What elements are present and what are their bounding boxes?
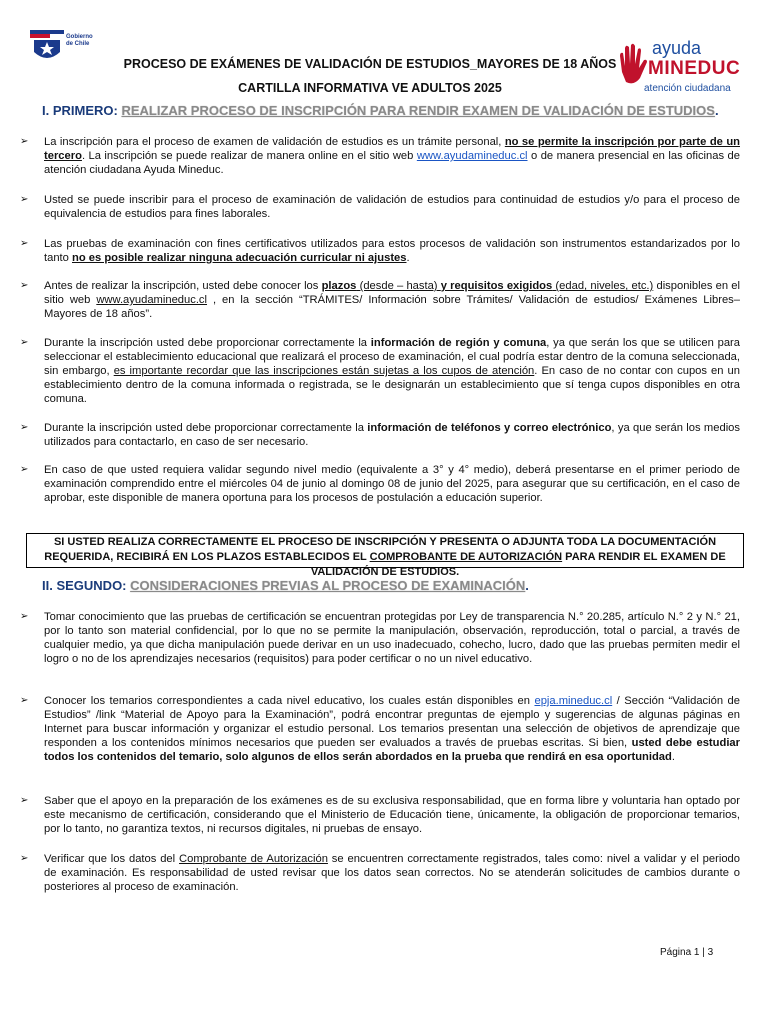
list-item: ➢ Tomar conocimiento que las pruebas de certificación se encuentran protegidas por Ley de transparencia N.° 20.285, artículo N.° 2 y N.° 21, por lo tanto son material confidencial, por lo que no se permite la manipulación, observación, reproducción, total o parcial, a través de cualquier medio, ya que dicha manipulación puede derivar en un uso inadecuado, cohecho, lucro, dado que las pruebas permiten medir el logro o no de los aprendizajes necesarios (requisitos) para poder certificar o no un nivel educativo.	[20, 611, 740, 665]
list-item: ➢ Las pruebas de examinación con fines certificativos utilizados para estos procesos de validación son instrumentos estandarizados por lo tanto no es posible realizar ninguna adecuación curricular ni ajustes.	[20, 238, 740, 264]
section-2-subtitle: CONSIDERACIONES PREVIAS AL PROCESO DE EXAMINACIÓN	[130, 578, 526, 593]
arrow-bullet-icon: ➢	[20, 422, 29, 433]
title-line-1: PROCESO DE EXÁMENES DE VALIDACIÓN DE ESTUDIOS_MAYORES DE 18 AÑOS	[123, 57, 617, 71]
gobierno-de-chile-logo	[30, 30, 100, 70]
arrow-bullet-icon: ➢	[20, 795, 29, 806]
arrow-bullet-icon: ➢	[20, 136, 29, 147]
list-item: ➢ Durante la inscripción usted debe proporcionar correctamente la información de región y comuna, ya que serán los que se utilicen para seleccionar el establecimiento educacional que realizará el proceso de examinación, el cual podría estar dentro de la comuna seleccionada, sin embargo, es importante recordar que las inscripciones están sujetas a los cupos de atención. En caso de no contar con cupos en un establecimiento dentro de la comuna informada o registrada, se le designarán un establecimiento que sí tenga cupos disponibles en otra comuna.	[20, 337, 740, 405]
arrow-bullet-icon: ➢	[20, 611, 29, 622]
list-item: ➢ Antes de realizar la inscripción, usted debe conocer los plazos (desde – hasta) y requisitos exigidos (edad, niveles, etc.) disponibles en el sitio web www.ayudamineduc.cl , en la sección “TRÁMITES/ Información sobre Trámites/ Validación de estudios/ Exámenes Libres–Mayores de 18 años”.	[20, 280, 740, 320]
document-title	[110, 52, 630, 100]
title-line-2: CARTILLA INFORMATIVA VE ADULTOS 2025	[238, 81, 502, 95]
list-item: ➢ En caso de que usted requiera validar segundo nivel medio (equivalente a 3° y 4° medio), deberá presentarse en el primer periodo de examinación comprendido entre el miércoles 04 de junio al domingo 08 de junio del 2025, para asegurar que su certificación, en el caso de aprobar, este disponible de manera oportuna para los procesos de postulación a educación superior.	[20, 464, 740, 504]
section-1-label: I. PRIMERO:	[42, 103, 118, 118]
logo-mineduc-text: MINEDUC	[648, 58, 741, 79]
chile-shield-icon	[30, 30, 64, 66]
ayudamineduc-link[interactable]: www.ayudamineduc.cl	[416, 150, 528, 162]
list-item: ➢ Conocer los temarios correspondientes a cada nivel educativo, los cuales están disponibles en epja.mineduc.cl / Sección “Validación de Estudios” /link “Material de Apoyo para la Examinación”, podrá encontrar preguntas de ejemplo y sugerencias de algunas páginas en Internet para buscar información y organizar el estudio personal. Los temarios presentan una selección de objetivos de aprendizaje que responden a los contenidos mínimos necesarios que pueden ser evaluados a través de pruebas escritas. Si bien, usted debe estudiar todos los contenidos del temario, solo algunos de ellos serán abordados en la prueba que rendirá en esa oportunidad.	[20, 695, 741, 763]
arrow-bullet-icon: ➢	[20, 853, 29, 864]
ayudamineduc-link[interactable]: www.ayudamineduc.cl	[96, 294, 208, 306]
arrow-bullet-icon: ➢	[20, 695, 29, 706]
list-item: ➢ La inscripción para el proceso de examen de validación de estudios es un trámite personal, no se permite la inscripción por parte de un tercero. La inscripción se puede realizar de manera online en el sitio web www.ayudamineduc.cl o de manera presencial en las oficinas de atención ciudadana Ayuda Mineduc.	[20, 136, 740, 176]
arrow-bullet-icon: ➢	[20, 194, 29, 205]
hand-icon	[616, 42, 650, 86]
section-2-heading: II. SEGUNDO: CONSIDERACIONES PREVIAS AL PROCESO DE EXAMINACIÓN.	[42, 578, 529, 593]
arrow-bullet-icon: ➢	[20, 464, 29, 475]
section-1-subtitle: REALIZAR PROCESO DE INSCRIPCIÓN PARA RENDIR EXAMEN DE VALIDACIÓN DE ESTUDIOS	[121, 103, 715, 118]
arrow-bullet-icon: ➢	[20, 238, 29, 249]
gob-logo-text: Gobierno de Chile	[66, 34, 93, 47]
logo-ayuda-text: ayuda	[652, 38, 702, 58]
epja-mineduc-link[interactable]: epja.mineduc.cl	[534, 695, 613, 707]
section-2-label: II. SEGUNDO:	[42, 578, 127, 593]
list-item: ➢ Verificar que los datos del Comprobante de Autorización se encuentren correctamente registrados, tales como: nivel a validar y el periodo de examinación. Es responsabilidad de usted revisar que los datos sean correctos. No se atenderán solicitudes de cambios durante o posteriores al proceso de examinación.	[20, 853, 740, 893]
page-number: Página 1 | 3	[660, 947, 714, 958]
ayuda-mineduc-logo	[614, 32, 741, 104]
list-item: ➢ Saber que el apoyo en la preparación de los exámenes es de su exclusiva responsabilidad, que en forma libre y voluntaria han optado por este mecanismo de certificación, considerando que el Ministerio de Educación tiene, únicamente, la obligación de proporcionar temarios, por lo tanto, no garantiza textos, ni recursos digitales, ni pruebas de ensayo.	[20, 795, 740, 835]
list-item: ➢ Durante la inscripción usted debe proporcionar correctamente la información de teléfonos y correo electrónico, ya que serán los medios utilizados para contactarlo, en caso de ser necesario.	[20, 422, 740, 448]
authorization-notice-box: SI USTED REALIZA CORRECTAMENTE EL PROCESO DE INSCRIPCIÓN Y PRESENTA O ADJUNTA TODA LA DOCUMENTACIÓN REQUERIDA, RECIBIRÁ EN LOS PLAZOS ESTABLECIDOS EL COMPROBANTE DE AUTORIZACIÓN PARA RENDIR EL EXAMEN DE VALIDACIÓN DE ESTUDIOS.	[26, 533, 744, 568]
logo-atencion-text: atención ciudadana	[644, 83, 731, 94]
section-1-heading: I. PRIMERO: REALIZAR PROCESO DE INSCRIPCIÓN PARA RENDIR EXAMEN DE VALIDACIÓN DE ESTUDIOS.	[42, 103, 719, 118]
arrow-bullet-icon: ➢	[20, 337, 29, 348]
arrow-bullet-icon: ➢	[20, 280, 29, 291]
list-item: ➢ Usted se puede inscribir para el proceso de examinación de validación de estudios para continuidad de estudios y/o para el proceso de equivalencia de estudios para fines laborales.	[20, 194, 740, 220]
